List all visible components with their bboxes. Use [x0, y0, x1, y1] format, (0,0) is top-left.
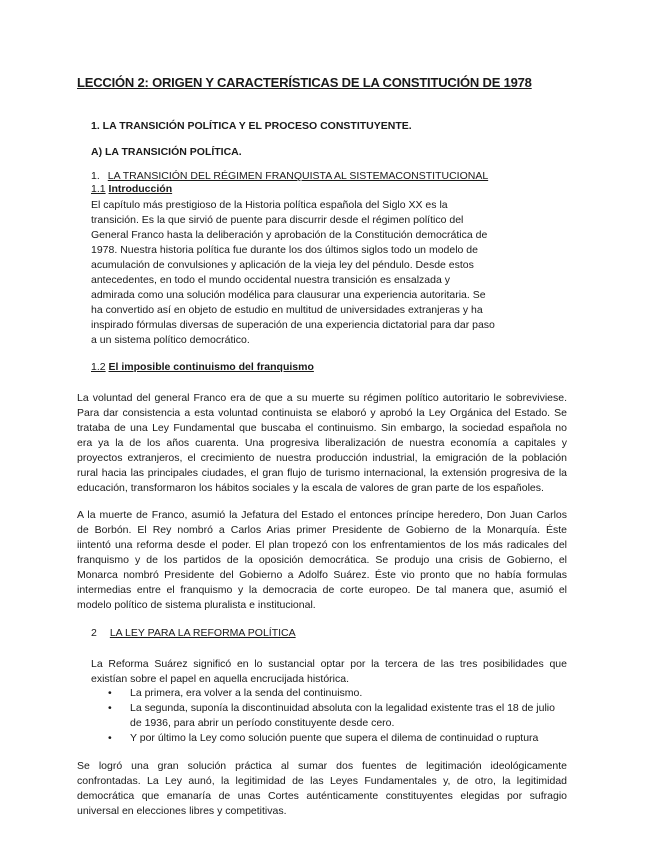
- text-line: franquismo y de los partidos de la oposición democrática. Se produjo una crisis de Gobierno, el: [77, 554, 567, 566]
- subheading-text: El imposible continuismo del franquismo: [108, 361, 314, 373]
- text-line: inspirado fórmulas diversas de superación de una experiencia dictatorial para dar paso: [91, 319, 495, 331]
- paragraph-reforma-suarez: [91, 657, 567, 687]
- text-line: rural hacia las principales ciudades, el gran flujo de turismo internacional, la extensión progresiva de la: [77, 467, 567, 479]
- text-line: La segunda, suponía la discontinuidad absoluta con la legalidad existente tras el 18 de julio: [130, 702, 555, 714]
- list-item: [104, 731, 544, 746]
- text-line: Y por último la Ley como solución puente que supera el dilema de continuidad o ruptura: [130, 732, 539, 744]
- subheading-text: Introducción: [108, 183, 173, 195]
- text-line: Se logró una gran solución práctica al sumar dos fuentes de legitimación ideológicamente: [77, 760, 567, 772]
- text-line: admirada como una solución modélica para clausurar una experiencia autoritaria. Se: [91, 289, 486, 301]
- bullet-icon: •: [108, 702, 112, 714]
- text-line: iintentó una reforma desde el poder. El plan tropezó con los enfrentamientos de los más radicales del: [77, 539, 567, 551]
- paragraph-solucion: [77, 759, 567, 819]
- text-line: La Reforma Suárez significó en lo sustancial optar por la tercera de las tres posibilidades que: [91, 658, 567, 670]
- bullet-icon: •: [108, 732, 112, 744]
- text-line: existían sobre el papel en aquella encrucijada histórica.: [91, 673, 349, 685]
- text-line: El capítulo más prestigioso de la Historia política española del Siglo XX es la: [91, 199, 448, 211]
- subheading-number: 1.1: [91, 183, 106, 195]
- heading-number: 2: [91, 627, 97, 639]
- heading-transicion: [91, 170, 488, 182]
- text-line: era ya la de los años cuarenta. Una progresiva liberalización de nuestra economía a capitales y: [77, 437, 567, 449]
- text-line: 1978. Nuestra historia política fue durante los dos últimos siglos todo un modelo de: [91, 244, 478, 256]
- text-line: ha convertido así en objeto de estudio en multitud de universidades extranjeras y ha: [91, 304, 483, 316]
- text-line: General Franco hasta la deliberación y aprobación de la Constitución democrática de: [91, 229, 488, 241]
- text-line: proyectos extranjeros, el crecimiento de nuestra producción industrial, la emigración de la población: [77, 452, 567, 464]
- subheading-continuismo: [91, 361, 314, 373]
- list-item: [104, 686, 544, 701]
- text-line: confrontadas. La Ley aunó, la legitimidad de las Leyes Fundamentales y, de otro, la legitimidad: [77, 775, 567, 787]
- list-item: [104, 701, 555, 731]
- text-line: Monarca nombró Presidente del Gobierno a Adolfo Suárez. Éste vio pronto que no había formulas: [77, 569, 567, 581]
- paragraph-muerte-franco: [77, 508, 567, 613]
- bullet-list: [104, 686, 555, 746]
- heading-text: LA TRANSICIÓN DEL RÉGIMEN FRANQUISTA AL SISTEMACONSTITUCIONAL: [107, 170, 489, 182]
- text-line: transición. Es la que sirvió de puente para discurrir desde el régimen político del: [91, 214, 464, 226]
- text-line: trataba de una Ley Fundamental que buscaba el continuismo. Sin embargo, la sociedad española no: [77, 422, 567, 434]
- text-line: modelo político de sistema pluralista e institucional.: [77, 599, 316, 611]
- text-line: universal en elecciones libres y competitivas.: [77, 805, 287, 817]
- text-line: A la muerte de Franco, asumió la Jefatura del Estado el entonces príncipe heredero, Don Juan Carlos: [77, 509, 567, 521]
- subheading-number: 1.2: [91, 361, 106, 373]
- text-line: de 1936, para abrir un período constituyente desde cero.: [130, 717, 395, 729]
- text-line: a un sistema político democrático.: [91, 334, 250, 346]
- intro-paragraph: [91, 198, 511, 348]
- text-line: La voluntad del general Franco era de que a su muerte su régimen político autoritario le sobreviviese.: [77, 392, 567, 404]
- text-line: antecedentes, en todo el mundo occidental nuestra transición es ensalzada y: [91, 274, 450, 286]
- section-heading-1: 1. LA TRANSICIÓN POLÍTICA Y EL PROCESO CONSTITUYENTE.: [91, 120, 412, 132]
- page-title: LECCIÓN 2: ORIGEN Y CARACTERÍSTICAS DE LA CONSTITUCIÓN DE 1978: [77, 75, 532, 90]
- paragraph-continuismo: [77, 391, 567, 496]
- heading-number: 1.: [91, 170, 100, 182]
- subheading-introduccion: [91, 183, 172, 195]
- text-line: democrática que emanaría de unas Cortes auténticamente constituyentes elegidas por sufragio: [77, 790, 567, 802]
- text-line: La primera, era volver a la senda del continuismo.: [130, 687, 363, 699]
- text-line: acumulación de convulsiones y aplicación de la vieja ley del péndulo. Desde estos: [91, 259, 474, 271]
- section-heading-a: A) LA TRANSICIÓN POLÍTICA.: [91, 146, 242, 158]
- text-line: Para dar consistencia a esta voluntad continuista se elaboró y aprobó la Ley Orgánica del Estado. Se: [77, 407, 567, 419]
- heading-ley-reforma: [91, 627, 296, 639]
- heading-text: LA LEY PARA LA REFORMA POLÍTICA: [109, 627, 296, 639]
- text-line: de Borbón. El Rey nombró a Carlos Arias primer Presidente de Gobierno de la Monarquía. Éste: [77, 524, 567, 536]
- text-line: intermedias entre el franquismo y la democracia de corte europeo. De tal manera que, asumió el: [77, 584, 567, 596]
- text-line: educación, transformaron los hábitos sociales y la escala de valores de gran parte de los españoles.: [77, 482, 544, 494]
- bullet-icon: •: [108, 687, 112, 699]
